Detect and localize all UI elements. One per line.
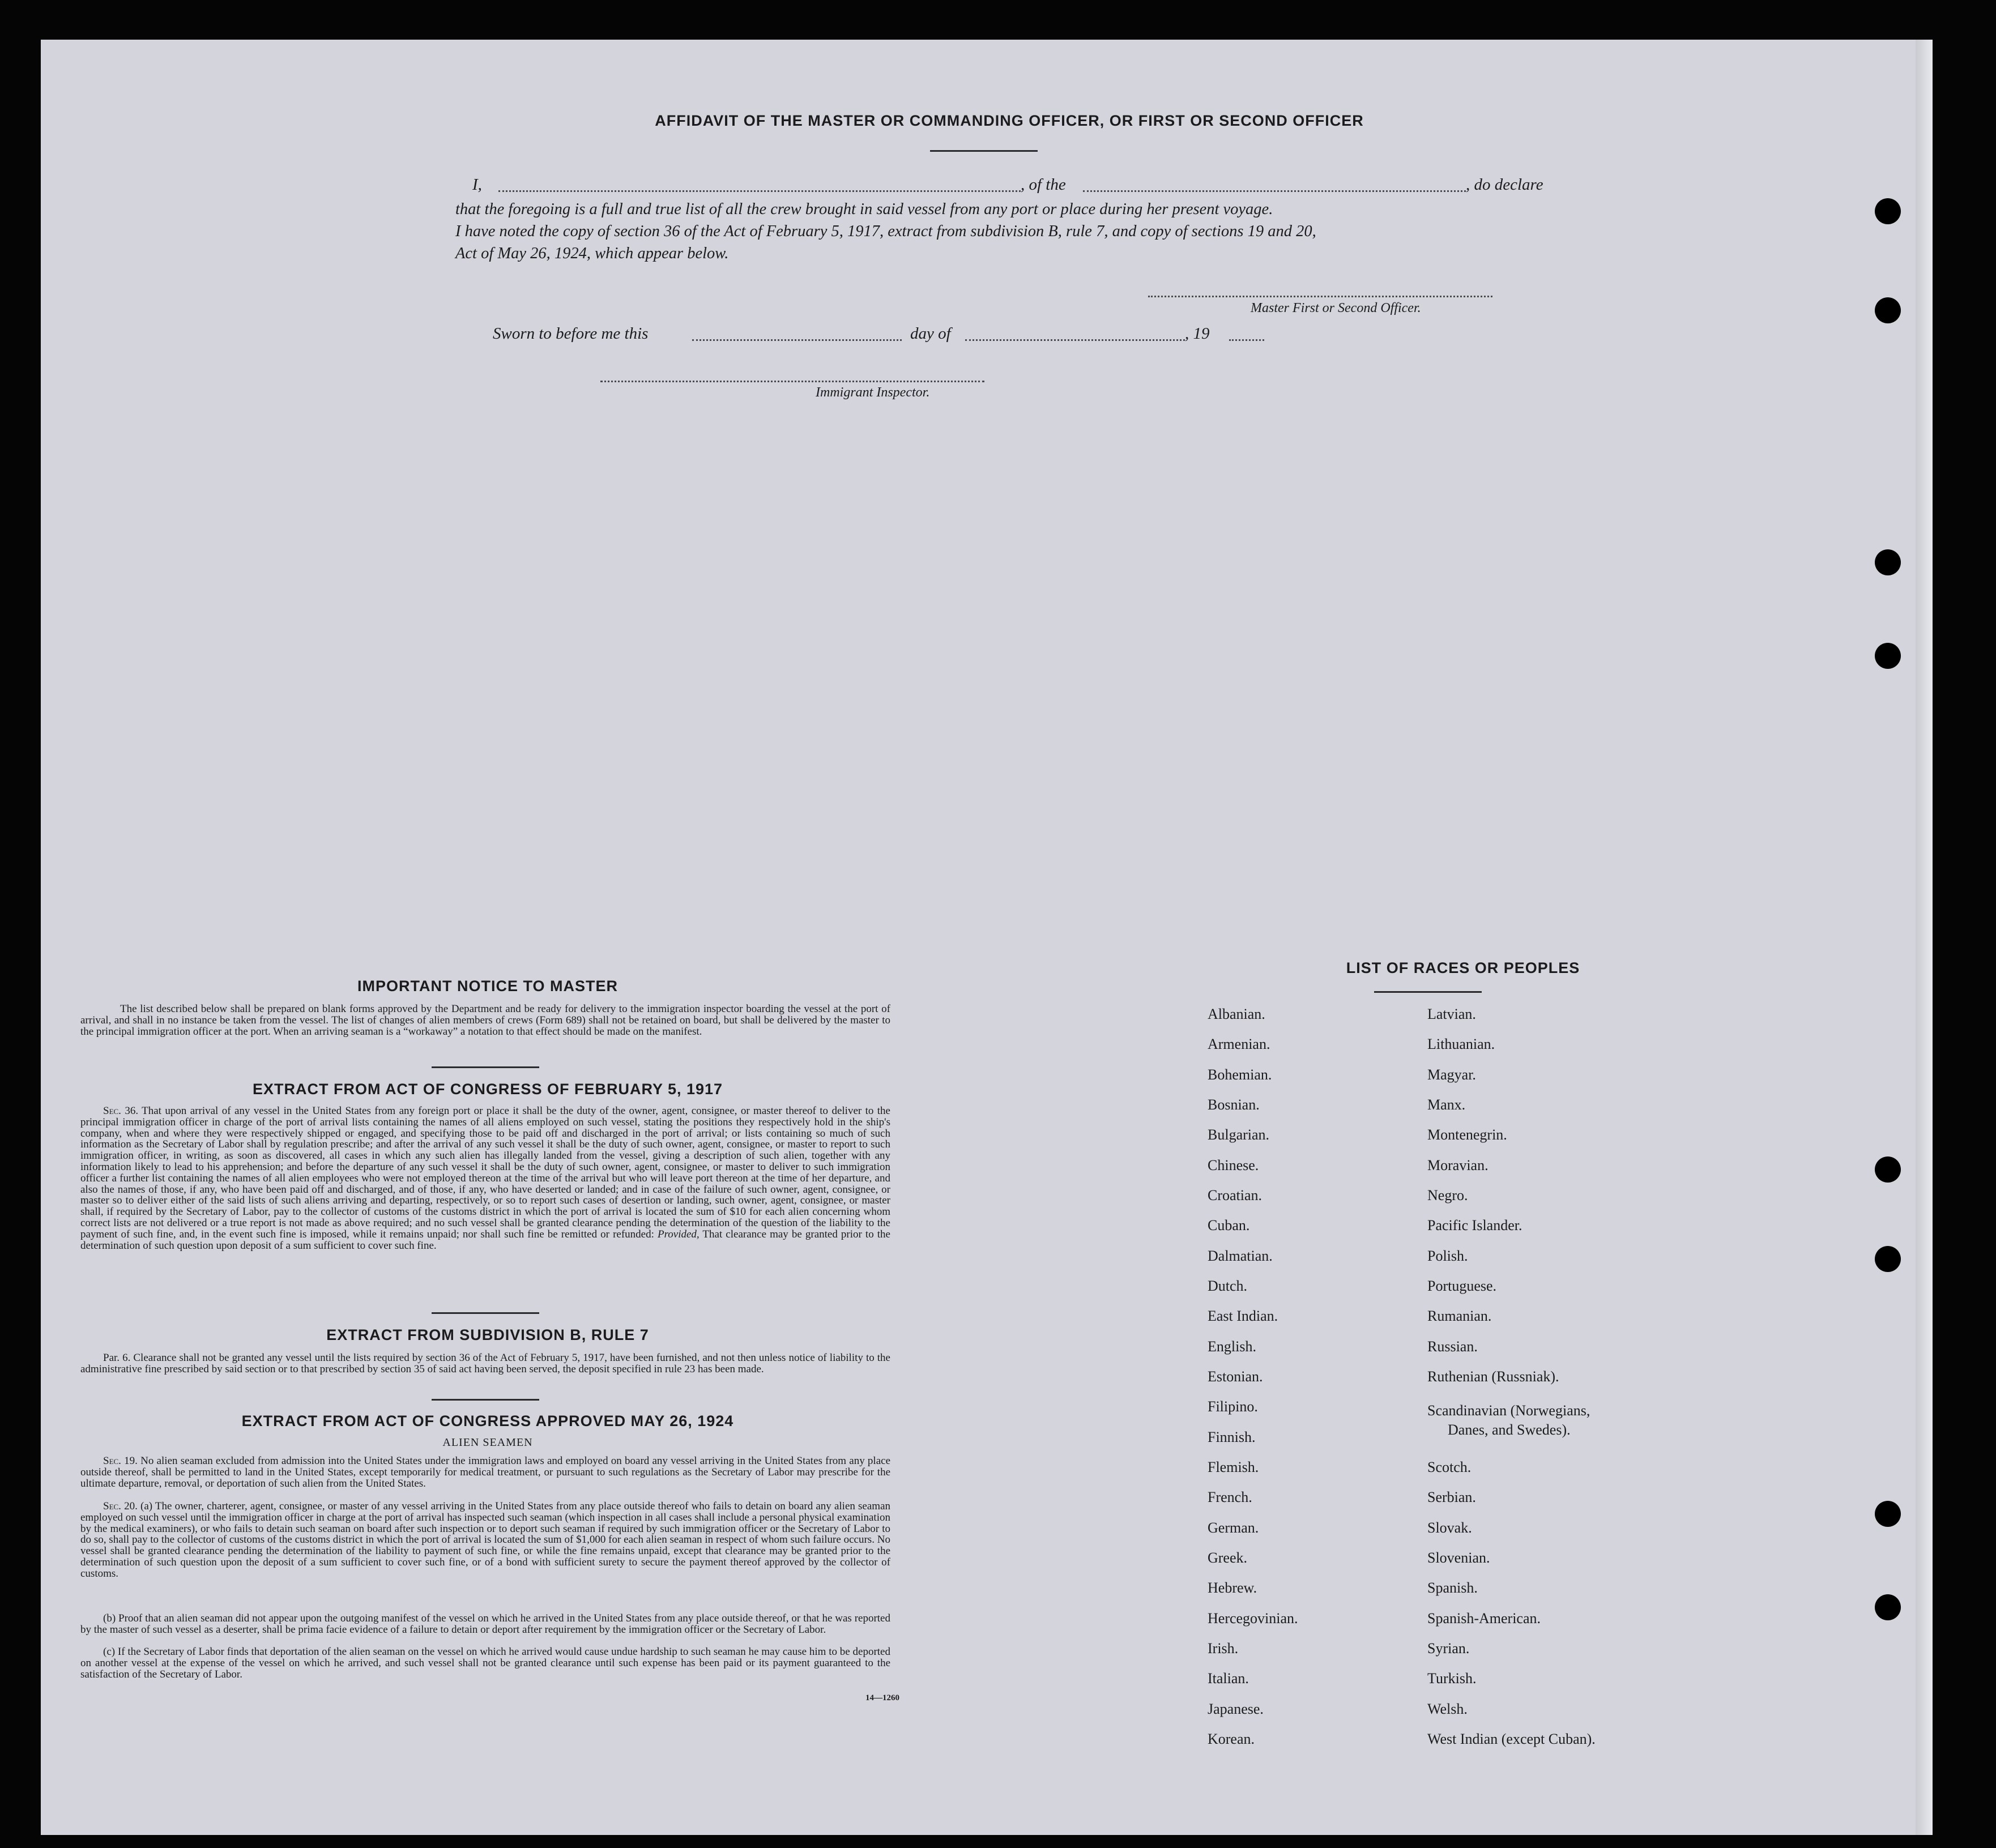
race-item: Korean. bbox=[1208, 1731, 1255, 1747]
affidavit-line1 bbox=[41, 176, 1933, 196]
affidavit-line2: that the foregoing is a full and true list of all the crew brought in said vessel from any port or place during her present voyage. bbox=[455, 200, 1273, 218]
punch-hole bbox=[1875, 1594, 1901, 1620]
race-item: Russian. bbox=[1427, 1338, 1478, 1355]
do-declare-label: , do declare bbox=[1466, 176, 1543, 194]
race-item: Polish. bbox=[1427, 1248, 1468, 1264]
vessel-blank bbox=[1083, 190, 1466, 192]
form-number: 14—1260 bbox=[865, 1693, 899, 1702]
of-the-label: , of the bbox=[1021, 176, 1066, 194]
extract-1924-title: EXTRACT FROM ACT OF CONGRESS APPROVED MAY 26, 1924 bbox=[241, 1412, 734, 1429]
sec-36-body: That upon arrival of any vessel in the United States from any foreign port or place it shall be the duty of the owner, agent, consignee, or master thereof to deliver to the principal immigration officer in charge of the port of arrival lists containing the names of all aliens employed on such vessel, stating the positions they respectively hold in the ship's company, when and where they were respectively shipped or engaged, and specifying those to be paid off and discharged in the port of arrival; or lists containing so much of such information as the Secretary of Labor shall by regulation prescribe; and after the arrival of any such vessel it shall be the duty of such owner, agent, consignee, or master to report to such immigration officer, in writing, as soon as discovered, all cases in which any such alien has illegally landed from the vessel, giving a description of such alien, together with any information likely to lead to his apprehension; and before the departure of any such vessel it shall be the duty of such owner, agent, consignee, or master to deliver to such immigration officer a further list containing the names of all alien employees who were not employed thereon at the time of the arrival but who will leave port thereon at the time of her departure, and also the names of those, if any, who have been paid off and discharged, and of those, if any, who have deserted or landed; and in case of the failure of such owner, agent, consignee, or master so to deliver either of the said lists of such aliens arriving and departing, respectively, or so to report such cases of desertion or landing, such owner, agent, consignee, or master shall, if required by the Secretary of Labor, pay to the collector of customs of the customs district in which the port of arrival is located the sum of $10 for each alien concerning whom correct lists are not delivered or a true report is not made as above required; and no such vessel shall be granted clearance pending the determination of the question of the liability to the payment of such fine, and, in the event such fine is imposed, while it remains unpaid; nor shall such fine be remitted or refunded: bbox=[80, 1105, 890, 1240]
races-left-column bbox=[1208, 1006, 1400, 1799]
sworn-day-blank bbox=[692, 339, 902, 341]
affidavit-title: AFFIDAVIT OF THE MASTER OR COMMANDING OFFICER, OR FIRST OR SECOND OFFICER bbox=[655, 112, 1364, 129]
sworn-prefix: Sworn to before me this bbox=[493, 325, 649, 343]
race-item: Bosnian. bbox=[1208, 1096, 1260, 1113]
race-item: Dalmatian. bbox=[1208, 1248, 1273, 1264]
sworn-year-blank bbox=[1229, 339, 1264, 341]
race-item: Bohemian. bbox=[1208, 1066, 1272, 1083]
inspector-signature-line bbox=[600, 381, 984, 382]
races-right-column bbox=[1427, 1006, 1711, 1799]
sworn-line bbox=[41, 325, 1933, 345]
race-item: Hebrew. bbox=[1208, 1580, 1257, 1596]
sec-20c-body: (c) If the Secretary of Labor finds that deportation of the alien seaman on the vessel on which he arrived would cause undue hardship to such seaman he may cause him to be deported on another vessel at the expense of the vessel on which he arrived, and such vessel shall not be granted clearance until such expense has been paid or its payment guaranteed to the satisfaction of the Secretary of Labor. bbox=[80, 1646, 890, 1680]
race-item: West Indian (except Cuban). bbox=[1427, 1731, 1596, 1747]
punch-hole bbox=[1875, 1501, 1901, 1527]
sec-19-text bbox=[80, 1456, 890, 1489]
race-item: Slovenian. bbox=[1427, 1550, 1490, 1566]
sec-19-body: No alien seaman excluded from admission into the United States under the immigration laws and employed on board any vessel arriving in the United States from any place outside thereof, shall be permitted to land in the United States, except temporarily for medical treatment, or pursuant to such regulations as the Secretary of Labor may prescribe for the ultimate departure, removal, or deportation of such alien from the United States. bbox=[80, 1455, 891, 1490]
race-item: Irish. bbox=[1208, 1640, 1239, 1657]
extract-1917-title: EXTRACT FROM ACT OF CONGRESS OF FEBRUARY 5, 1917 bbox=[252, 1081, 723, 1098]
race-item: Spanish. bbox=[1427, 1580, 1478, 1596]
sec-19-label: Sec. 19. bbox=[103, 1455, 138, 1467]
race-item: Ruthenian (Russniak). bbox=[1427, 1368, 1559, 1385]
race-item: Filipino. bbox=[1208, 1398, 1258, 1415]
sec-20b-body: (b) Proof that an alien seaman did not appear upon the outgoing manifest of the vessel on which he arrived in the United States from any place outside thereof, or that he was reported by the master of such vessel as a deserter, shall be prima facie evidence of a failure to detain or deport after requirement by the immigration officer or the Secretary of Labor. bbox=[80, 1612, 890, 1636]
race-item: English. bbox=[1208, 1338, 1256, 1355]
race-item: Rumanian. bbox=[1427, 1308, 1492, 1324]
race-item: Scandinavian (Norwegians, bbox=[1427, 1402, 1590, 1419]
punch-hole bbox=[1875, 643, 1901, 669]
race-item: Syrian. bbox=[1427, 1640, 1470, 1657]
master-signature-line bbox=[1148, 296, 1492, 297]
master-signature-label: Master First or Second Officer. bbox=[1251, 301, 1421, 315]
race-item: Chinese. bbox=[1208, 1157, 1259, 1173]
punch-hole bbox=[1875, 1156, 1901, 1183]
race-item: Armenian. bbox=[1208, 1036, 1270, 1052]
alien-seamen-subtitle: ALIEN SEAMEN bbox=[442, 1436, 533, 1449]
notice-title: IMPORTANT NOTICE TO MASTER bbox=[357, 978, 618, 995]
race-item: Albanian. bbox=[1208, 1006, 1265, 1022]
race-item: Moravian. bbox=[1427, 1157, 1489, 1173]
sec-36-tail: That clearance may be granted prior to the determination of such question upon deposit of a sum sufficient to cover such fine. bbox=[80, 1228, 890, 1252]
race-item: Italian. bbox=[1208, 1670, 1249, 1687]
race-item: Greek. bbox=[1208, 1550, 1248, 1566]
sec-20a-text bbox=[80, 1501, 890, 1580]
race-item: Lithuanian. bbox=[1427, 1036, 1495, 1052]
race-item: Croatian. bbox=[1208, 1187, 1263, 1203]
provided-word: Provided, bbox=[657, 1228, 700, 1240]
race-item: Serbian. bbox=[1427, 1489, 1476, 1505]
race-item: German. bbox=[1208, 1520, 1259, 1536]
races-title: LIST OF RACES OR PEOPLES bbox=[1346, 959, 1580, 976]
race-item: Japanese. bbox=[1208, 1701, 1264, 1717]
race-item: Manx. bbox=[1427, 1096, 1466, 1113]
race-item: Slovak. bbox=[1427, 1520, 1472, 1536]
race-item: Negro. bbox=[1427, 1187, 1468, 1203]
extract-1917-text bbox=[80, 1106, 890, 1251]
i-prefix: I, bbox=[472, 176, 482, 194]
notice-body: The list described below shall be prepared on blank forms approved by the Department and be ready for delivery to the immigration inspector boarding the vessel at the port of arrival, and shall in no instance be taken from the vessel. The list of changes of alien members of crews (Form 689) shall not be retained on board, but shall be delivered by the master to the principal immigration officer at the port. When an arriving seaman is a “workaway” a notation to that effect should be made on the manifest. bbox=[80, 1003, 890, 1038]
race-item: Hercegovinian. bbox=[1208, 1610, 1298, 1627]
name-blank bbox=[498, 190, 1021, 192]
punch-hole bbox=[1875, 297, 1901, 323]
race-item: Bulgarian. bbox=[1208, 1126, 1270, 1143]
document-page bbox=[41, 40, 1933, 1835]
race-item: Spanish-American. bbox=[1427, 1610, 1541, 1627]
sworn-month-blank bbox=[965, 339, 1185, 341]
sec-20c-text bbox=[80, 1646, 890, 1680]
page-edge bbox=[1916, 40, 1933, 1835]
sec-20-label: Sec. 20. bbox=[103, 1500, 138, 1512]
extract-rule7-text bbox=[80, 1352, 890, 1375]
race-item: Portuguese. bbox=[1427, 1278, 1497, 1294]
race-item: Finnish. bbox=[1208, 1429, 1256, 1445]
race-item: East Indian. bbox=[1208, 1308, 1278, 1324]
race-item: Cuban. bbox=[1208, 1217, 1250, 1234]
punch-hole bbox=[1875, 549, 1901, 575]
races-title-underline bbox=[1374, 991, 1482, 993]
affidavit-line4: Act of May 26, 1924, which appear below. bbox=[455, 245, 729, 262]
divider bbox=[432, 1399, 539, 1401]
divider bbox=[432, 1312, 539, 1314]
sec-20b-text bbox=[80, 1613, 890, 1636]
day-of-label: day of bbox=[910, 325, 951, 343]
inspector-label: Immigrant Inspector. bbox=[816, 385, 930, 400]
sec-36-label: Sec. 36. bbox=[103, 1105, 139, 1117]
race-item: Danes, and Swedes). bbox=[1448, 1422, 1571, 1438]
race-item: French. bbox=[1208, 1489, 1252, 1505]
race-item: Dutch. bbox=[1208, 1278, 1248, 1294]
race-item: Turkish. bbox=[1427, 1670, 1477, 1687]
race-item: Estonian. bbox=[1208, 1368, 1263, 1385]
race-item: Montenegrin. bbox=[1427, 1126, 1507, 1143]
race-item: Welsh. bbox=[1427, 1701, 1468, 1717]
punch-hole bbox=[1875, 1246, 1901, 1272]
year-label: , 19 bbox=[1185, 325, 1210, 343]
race-item: Magyar. bbox=[1427, 1066, 1476, 1083]
notice-text bbox=[80, 1004, 890, 1037]
affidavit-line3: I have noted the copy of section 36 of the Act of February 5, 1917, extract from subdivision B, rule 7, and copy of sections 19 and 20, bbox=[455, 223, 1316, 240]
rule7-body: Par. 6. Clearance shall not be granted any vessel until the lists required by section 36 of the Act of February 5, 1917, have been furnished, and not then unless notice of liability to the administrative fine prescribed by said section or to that prescribed by section 35 of said act having been served, the deposit specified in rule 23 has been made. bbox=[80, 1352, 890, 1375]
race-item: Latvian. bbox=[1427, 1006, 1476, 1022]
sec-20a-body: (a) The owner, charterer, agent, consignee, or master of any vessel arriving in the United States from any place outside thereof who fails to detain on board any alien seaman employed on such vessel until the immigration officer in charge at the port of arrival has inspected such seaman (which inspection in all cases shall include a personal physical examination by the medical examiners), or who fails to detain such seaman on board after such inspection or to deport such seaman if required by such immigration officer or the Secretary of Labor to do so, shall pay to the collector of customs of the customs district in which the port of arrival is located the sum of $1,000 for each alien seaman in respect of whom such failure occurs. No vessel shall be granted clearance pending the determination of the liability to payment of such fine, or while the fine remains unpaid, except that clearance may be granted prior to the determination of such question upon the deposit of a sum sufficient to cover such fine, or of a bond with sufficient surety to secure the payment thereof approved by the collector of customs. bbox=[80, 1500, 891, 1580]
punch-hole bbox=[1875, 198, 1901, 224]
race-item: Scotch. bbox=[1427, 1459, 1472, 1475]
extract-rule7-title: EXTRACT FROM SUBDIVISION B, RULE 7 bbox=[326, 1326, 649, 1343]
title-underline bbox=[930, 150, 1038, 152]
race-item: Pacific Islander. bbox=[1427, 1217, 1522, 1234]
race-item: Flemish. bbox=[1208, 1459, 1259, 1475]
divider bbox=[432, 1066, 539, 1068]
